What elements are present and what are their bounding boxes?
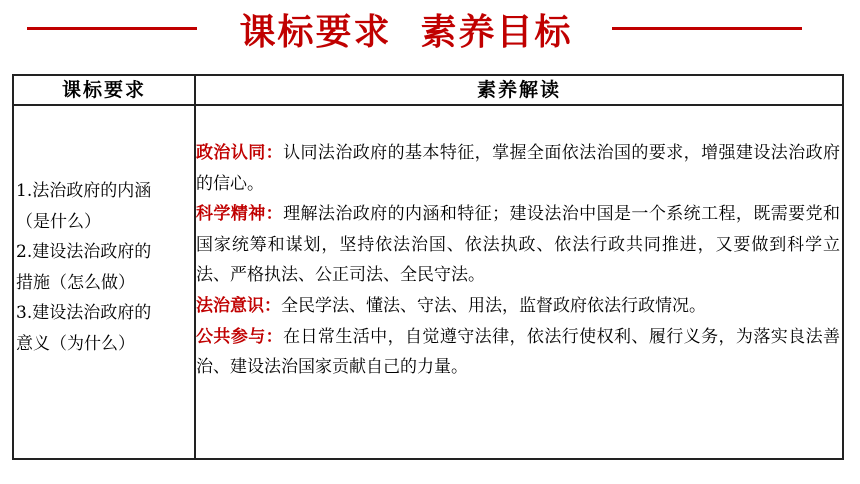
requirement-line: 意义（为什么） [16, 333, 135, 354]
item-label: 科学精神： [196, 204, 284, 225]
item-label: 法治意识： [196, 295, 281, 316]
header-cell-interpretation: 素养解读 [476, 79, 561, 101]
requirement-line: 1.法治政府的内涵 [16, 181, 152, 201]
title-bar [0, 0, 860, 58]
requirement-line: 3.建设法治政府的 [16, 303, 152, 323]
literacy-item-public-participation [196, 322, 840, 383]
requirement-line: 措施（怎么做） [16, 272, 135, 293]
item-text: 认同法治政府的基本特征，掌握全面依法治国的要求，增强建设法治政府的信心。 [196, 143, 841, 194]
requirements-cell [16, 176, 192, 359]
title-rule-left [27, 27, 197, 30]
page-title: 课标要求 素养目标 [239, 12, 573, 53]
item-text: 全民学法、懂法、守法、用法，监督政府依法行政情况。 [281, 295, 706, 316]
header-cell-requirements: 课标要求 [61, 79, 146, 101]
requirement-line: 2.建设法治政府的 [16, 242, 152, 262]
item-text: 在日常生活中，自觉遵守法律，依法行使权利、履行义务，为落实良法善治、建设法治国家贡献自己的力量。 [196, 326, 841, 378]
interpretation-cell [196, 138, 840, 383]
table-header-row [14, 76, 842, 106]
literacy-item-political-identity [196, 138, 840, 199]
literacy-item-rule-of-law [196, 291, 840, 322]
item-text: 理解法治政府的内涵和特征；建设法治中国是一个系统工程，既需要党和国家统筹和谋划，坚持依法治国、依法执政、依法行政共同推进，又要做到科学立法、严格执法、公正司法、全民守法。 [196, 204, 841, 286]
content-table [12, 74, 844, 460]
literacy-item-scientific-spirit [196, 199, 840, 291]
item-label: 政治认同： [196, 143, 284, 163]
title-rule-right [612, 27, 802, 30]
item-label: 公共参与： [196, 326, 284, 347]
requirement-line: （是什么） [16, 211, 101, 232]
